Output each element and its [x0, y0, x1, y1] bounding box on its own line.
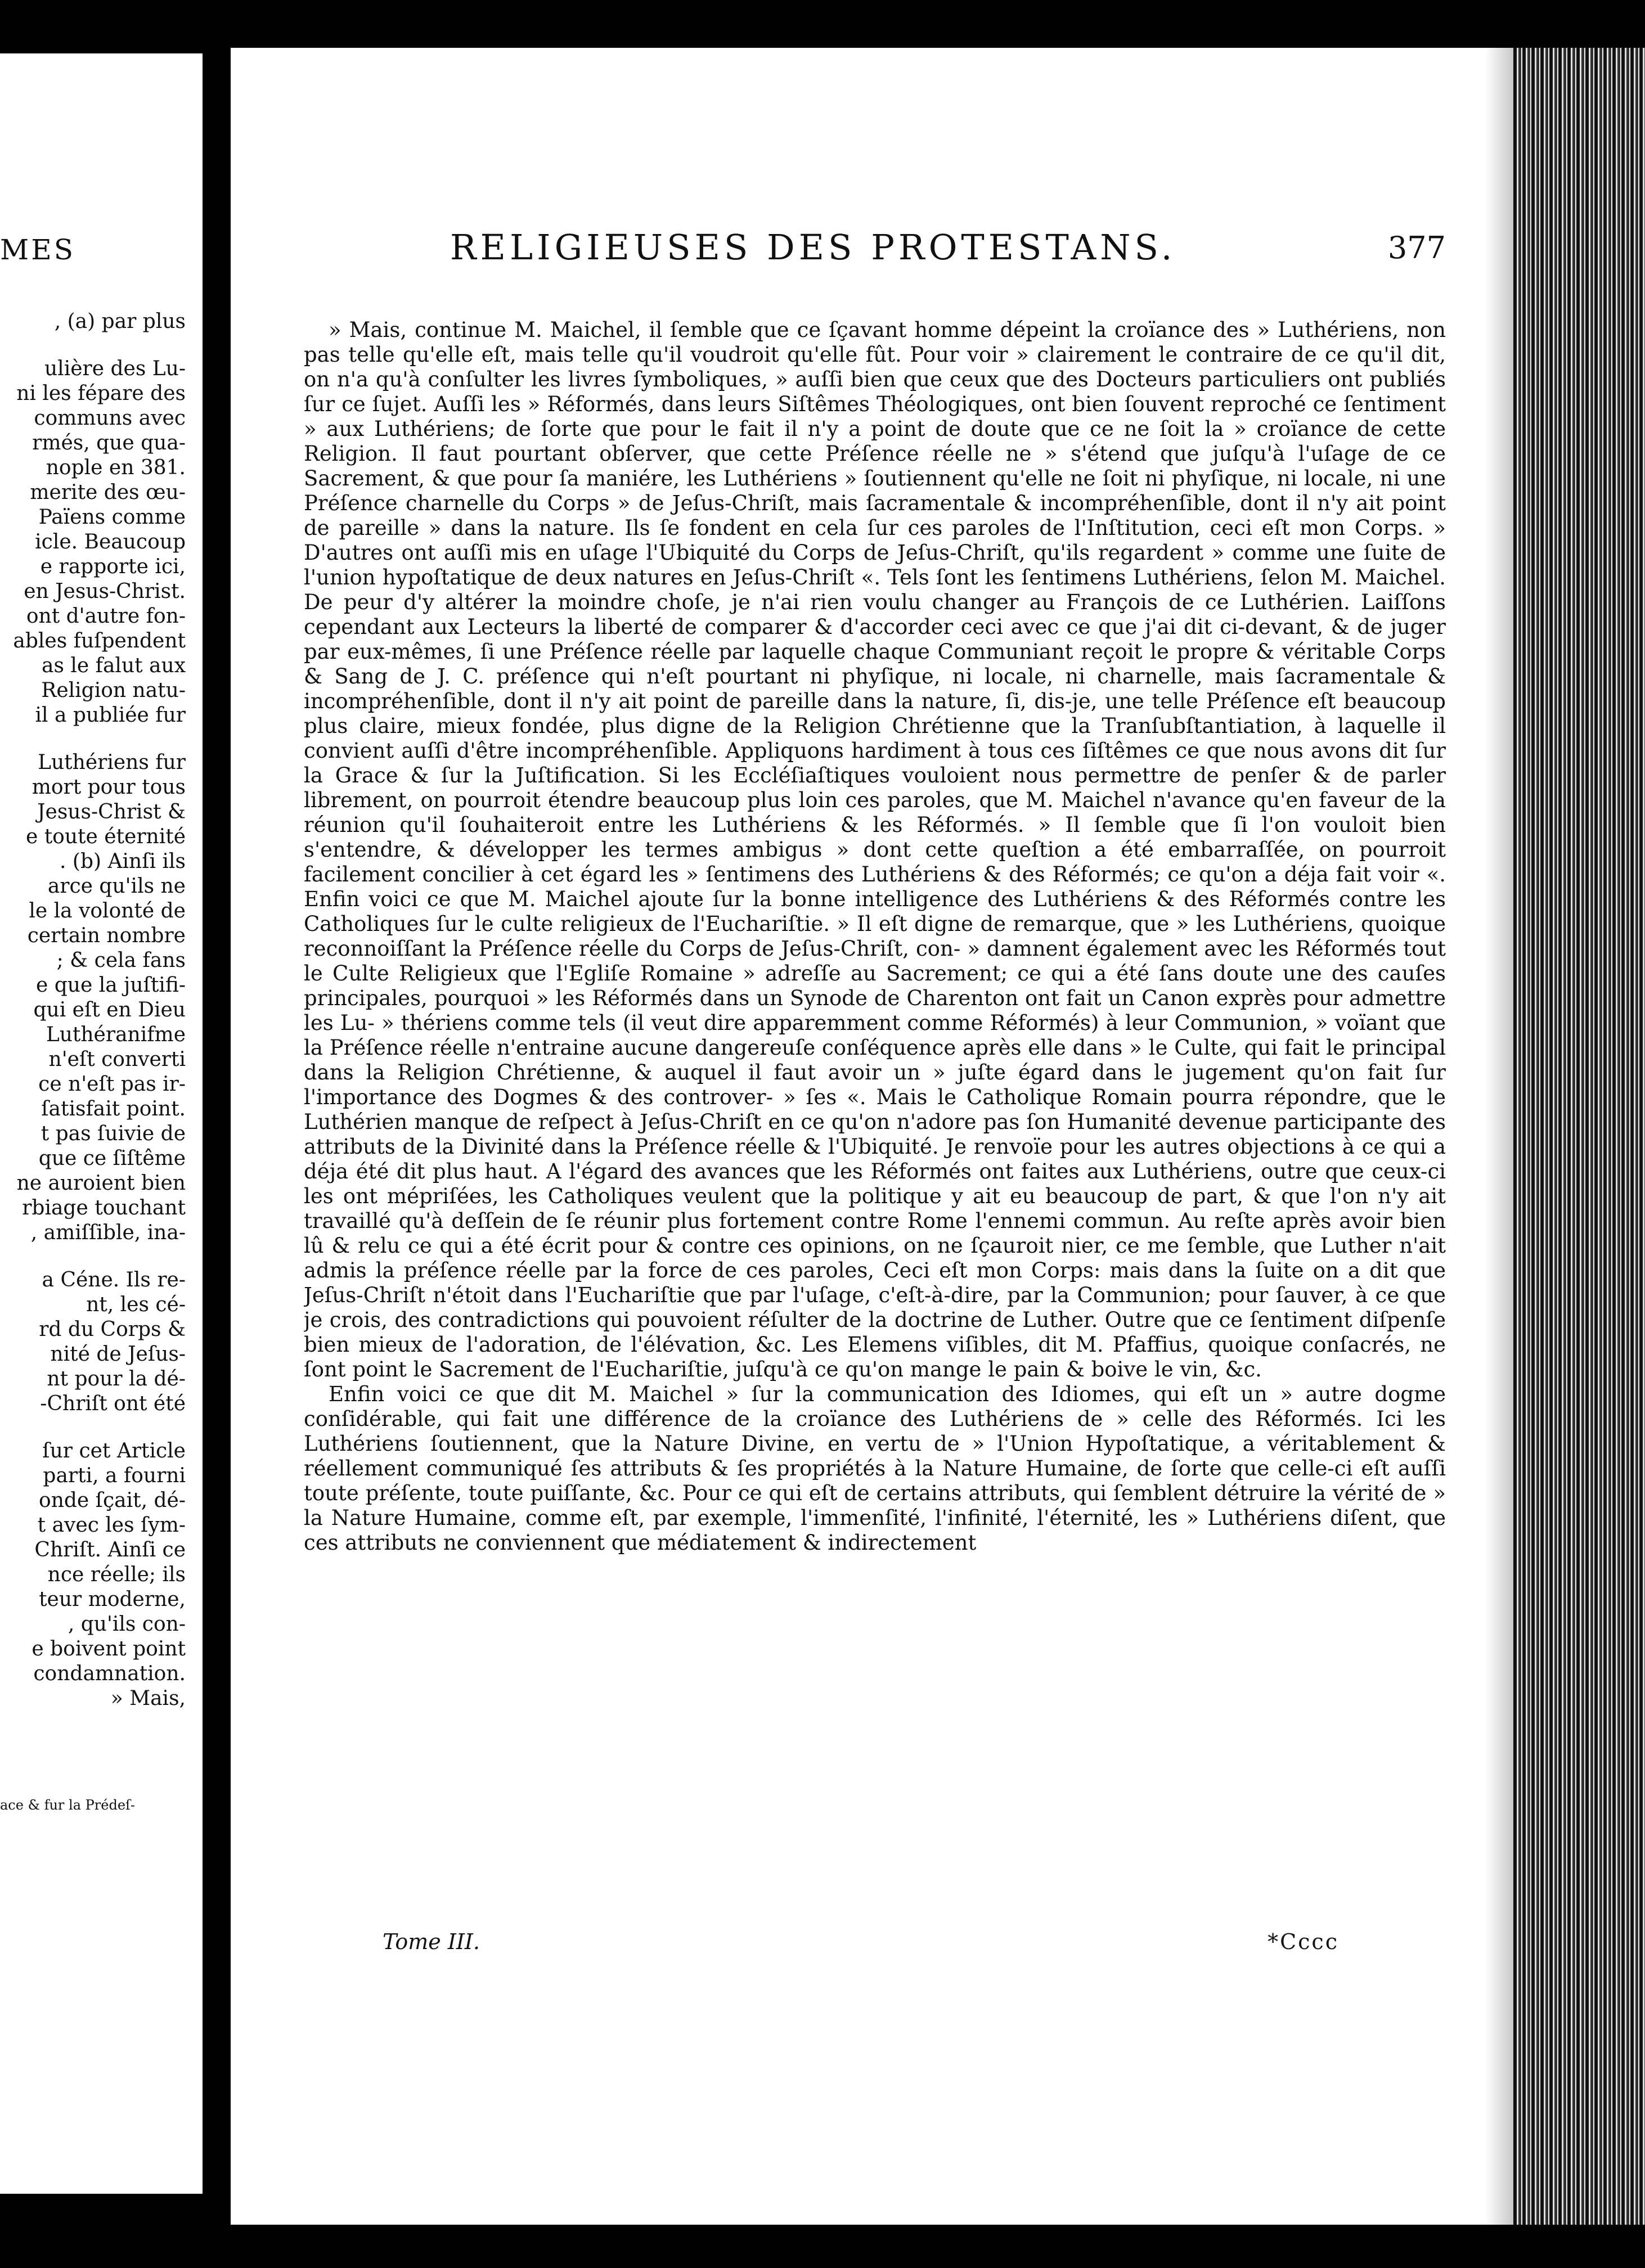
previous-page-line: ce n'eſt pas ir-: [38, 1073, 186, 1096]
running-head: RELIGIEUSES DES PROTESTANS.: [450, 227, 1176, 268]
previous-page-line: qui eſt en Dieu: [33, 998, 186, 1022]
previous-page-line: ont d'autre fon-: [26, 605, 186, 628]
gutter-shadow: [1485, 48, 1513, 2225]
page-header: [450, 227, 1446, 266]
previous-page-line: communs avec: [34, 407, 186, 430]
previous-page-fragment: [0, 53, 203, 2194]
previous-page-line: t pas ſuivie de: [41, 1122, 186, 1145]
previous-page-line: arce qu'ils ne: [47, 875, 186, 898]
previous-page-line: e que la juſtifi-: [36, 974, 186, 997]
previous-page-line: onde ſçait, dé-: [39, 1489, 186, 1512]
previous-page-line: ables fuſpendent: [13, 629, 186, 652]
previous-page-line: nité de Jeſus-: [50, 1343, 186, 1366]
previous-page-line: as le falut aux: [42, 654, 186, 677]
previous-page-line: -Chriſt ont été: [40, 1392, 186, 1415]
previous-page-line: nople en 381.: [46, 456, 186, 479]
previous-page-line: e boivent point: [32, 1637, 186, 1660]
previous-page-line: ni les fépare des: [16, 382, 186, 405]
page-number: 377: [1387, 230, 1446, 266]
previous-page-line: que ce ſiſtême: [38, 1147, 186, 1170]
previous-page-line: Luthéranifme: [46, 1023, 186, 1046]
previous-page-line: ſur cet Article: [42, 1439, 186, 1462]
previous-page-line: Luthériens fur: [38, 751, 186, 774]
previous-page-line: le la volonté de: [29, 899, 186, 922]
previous-page-line: teur moderne,: [39, 1588, 186, 1611]
previous-page-line: nt, les cé-: [86, 1293, 186, 1316]
previous-page-line: certain nombre: [27, 924, 186, 947]
previous-page-line: rd du Corps &: [39, 1318, 186, 1341]
previous-page-line: en Jesus-Christ.: [24, 580, 186, 603]
previous-page-line: [0, 334, 186, 357]
previous-page-line: merite des œu-: [30, 481, 186, 504]
paragraph: » Mais, continue M. Maichel, il ſemble que ce ſçavant homme dépeint la croïance des » Luthériens, non pas telle qu'elle eſt, mais telle qu'il voudroit qu'elle fût. Pour voir » clairement le contraire de ce qu'il dit, on n'a qu'à conſulter les livres ſymboliques, » auſſi bien que ceux que des Docteurs particuliers ont publiés ſur ce ſujet. Auſſi les » Réformés, dans leurs Siſtêmes Théologiques, ont bien ſouvent reproché ce ſentiment » aux Luthériens; de ſorte que pour le fait il n'y a point de doute que ce ne ſoit la » croïance de cette Religion. Il faut pourtant obſerver, que cette Préſence réelle ne » s'étend que juſqu'à l'uſage de ce Sacrement, & que pour ſa maniére, les Luthériens » ſoutiennent qu'elle ne ſoit ni phyſique, ni locale, ni une Préſence charnelle du Corps » de Jeſus-Chriſt, mais ſacramentale & incompréhenſible, dont il n'y ait point de pareille » dans la nature. Ils ſe fondent en cela ſur ces paroles de l'Inſtitution, ceci eſt mon Corps. » D'autres ont auſſi mis en uſage l'Ubiquité du Corps de Jeſus-Chriſt, qu'ils regardent » comme une ſuite de l'union hypoſtatique de deux natures en Jeſus-Chriſt «. Tels ſont les ſentimens Luthériens, ſelon M. Maichel. De peur d'y altérer la moindre choſe, je n'ai rien voulu changer au François de ce Luthérien. Laiſſons cependant aux Lecteurs la liberté de comparer & d'accorder ceci avec ce que j'ai dit ci-devant, & de juger par eux-mêmes, ſi une Préſence réelle par laquelle chaque Communiant reçoit le propre & véritable Corps & Sang de J. C. préſence qui n'eſt pourtant ni phyſique, ni locale, ni charnelle, mais ſacramentale & incompréhenſible, dont il n'y ait point de pareille dans la nature, ſi, dis-je, une telle Préſence eſt beaucoup plus claire, mieux fondée, plus digne de la Religion Chrétienne que la Tranſubſtantiation, à laquelle il convient auſſi d'être incompréhenſible. Appliquons hardiment à tous ces ſiſtêmes ce que nous avons dit ſur la Grace & ſur la Juſtification. Si les Eccléſiaſtiques vouloient nous permettre de penſer & de parler librement, on pourroit étendre beaucoup plus loin ces paroles, que M. Maichel n'avance qu'en faveur de la réunion qu'il ſouhaiteroit entre les Luthériens & les Réformés. » Il ſemble que ſi l'on vouloit bien s'entendre, & développer les termes ambigus » dont cette queſtion a été embarraſſée, on pourroit facilement concilier à cet égard les » ſentimens des Luthériens & des Réformés; ce qu'on a déja fait voir «. Enfin voici ce que M. Maichel ajoute ſur la bonne intelligence des Luthériens & des Réformés contre les Catholiques ſur le culte religieux de l'Euchariſtie. » Il eſt digne de remarque, que » les Luthériens, quoique reconnoiſſant la Préſence réelle du Corps de Jeſus-Chriſt, con- » damnent également avec les Réformés tout le Culte Religieux que l'Egliſe Romaine » adreſſe au Sacrement; ce qui a été ſans doute une des cauſes principales, pourquoi » les Réformés dans un Synode de Charenton ont fait un Canon exprès pour admettre les Lu- » thériens comme tels (il veut dire apparemment comme Réformés) à leur Communion, » voïant que la Préſence réelle n'entraine aucune dangereuſe conſéquence après elle dans » le Culte, qui fait le principal dans la Religion Chrétienne, & auquel il faut avoir un » juſte égard dans le jugement qu'on fait ſur l'importance des Dogmes & des controver- » ſes «. Mais le Catholique Romain pourra répondre, que le Luthérien manque de reſpect à Jeſus-Chriſt en ce qu'on n'adore pas ſon Humanité devenue participante des attributs de la Divinité dans la Préſence réelle & l'Ubiquité. Je renvoïe pour les autres objections à ce qui a déja été dit plus haut. A l'égard des avances que les Réformés ont faites aux Luthériens, outre que ceux-ci les ont mépriſées, les Catholiques veulent que la politique y ait eu beaucoup de part, & que l'on n'y ait travaillé qu'à deſſein de ſe réunir plus fortement contre Rome l'ennemi commun. Au reſte après avoir bien lû & relu ce qui a été écrit pour & contre ces opinions, on ne ſçauroit nier, ce me ſemble, que Luther n'ait admis la préſence réelle par la force de ces paroles, Ceci eſt mon Corps: mais dans la ſuite on a dit que Jeſus-Chriſt n'étoit dans l'Euchariſtie que par l'uſage, c'eſt-à-dire, par la Communion; pour ſauver, à ce que je crois, des contradictions qui pouvoient réſulter de la doctrine de Luther. Outre que ce ſentiment diſpenſe bien mieux de l'adoration, de l'élévation, &c. Les Elemens viſibles, dit M. Pfaffius, quoique conſacrés, ne ſont point le Sacrement de l'Euchariſtie, juſqu'à ce qu'on mange le pain & boive le vin, &c.: [304, 318, 1446, 1382]
previous-page-line: il a publiée fur: [35, 704, 186, 727]
previous-page-line: Païens comme: [38, 506, 186, 529]
previous-page-line: rmés, que qua-: [32, 431, 186, 454]
previous-page-line: ſatisfait point.: [41, 1097, 186, 1120]
previous-page-line: . (b) Ainſi ils: [60, 850, 186, 873]
previous-page-line: » Mais,: [110, 1687, 186, 1710]
previous-page-line: e rapporte ici,: [40, 555, 186, 578]
previous-page-line: [0, 728, 186, 750]
previous-page-line: condamnation.: [33, 1662, 186, 1685]
previous-page-line: , (a) par plus: [54, 310, 186, 333]
previous-page-line: , qu'ils con-: [68, 1613, 186, 1636]
previous-page-line: nce réelle; ils: [47, 1563, 186, 1586]
signature-mark: *Cccc: [1268, 1929, 1339, 1954]
previous-page-running-head: MES: [0, 233, 75, 266]
previous-page-line: [0, 1245, 186, 1268]
page-edges: [1513, 48, 1645, 2225]
book-page: [231, 48, 1513, 2225]
previous-page-text: [0, 309, 186, 1711]
previous-page-line: Jesus-Christ &: [37, 800, 186, 824]
previous-page-line: a Céne. Ils re-: [42, 1268, 186, 1292]
previous-page-line: ; & cela fans: [56, 949, 186, 972]
previous-page-line: t avec les ſym-: [37, 1514, 186, 1537]
previous-page-line: rbiage touchant: [22, 1196, 186, 1220]
previous-page-line: icle. Beaucoup: [35, 530, 186, 554]
volume-label: Tome III.: [383, 1929, 480, 1954]
previous-page-line: e toute éternité: [25, 825, 186, 848]
previous-page-line: ne auroient bien: [16, 1172, 186, 1195]
previous-page-line: , amiſſible, ina-: [30, 1221, 186, 1244]
page-footer: [383, 1929, 1339, 1963]
previous-page-line: n'eſt converti: [48, 1048, 186, 1071]
previous-page-line: Chriſt. Ainſi ce: [34, 1538, 186, 1562]
previous-page-line: ulière des Lu-: [44, 357, 186, 380]
paragraph: Enfin voici ce que dit M. Maichel » ſur la communication des Idiomes, qui eſt un » autre dogme conſidérable, qui fait une différence de la croïance des Luthériens de » celle des Réformés. Ici les Luthériens ſoutiennent, que la Nature Divine, en vertu de » l'Union Hypoſtatique, a véritablement & réellement communiqué ſes attributs & ſes propriétés à la Nature Humaine, de ſorte que celle-ci eſt auſſi toute préſente, toute puiſſante, &c. Pour ce qui eſt de certains attributs, qui ſemblent détruire la vérité de » la Nature Humaine, comme eſt, par exemple, l'immenſité, l'infinité, l'éternité, les » Luthériens diſent, que ces attributs ne conviennent que médiatement & indirectement: [304, 1382, 1446, 1555]
previous-page-line: mort pour tous: [32, 776, 186, 799]
previous-page-line: nt pour la dé-: [47, 1367, 186, 1390]
previous-page-line: [0, 1416, 186, 1439]
previous-page-line: parti, a fourni: [43, 1464, 186, 1487]
body-text: [304, 318, 1446, 1904]
previous-page-line: Religion natu-: [41, 679, 186, 702]
previous-page-footnote: ace & fur la Prédeſ-: [0, 1797, 136, 1813]
